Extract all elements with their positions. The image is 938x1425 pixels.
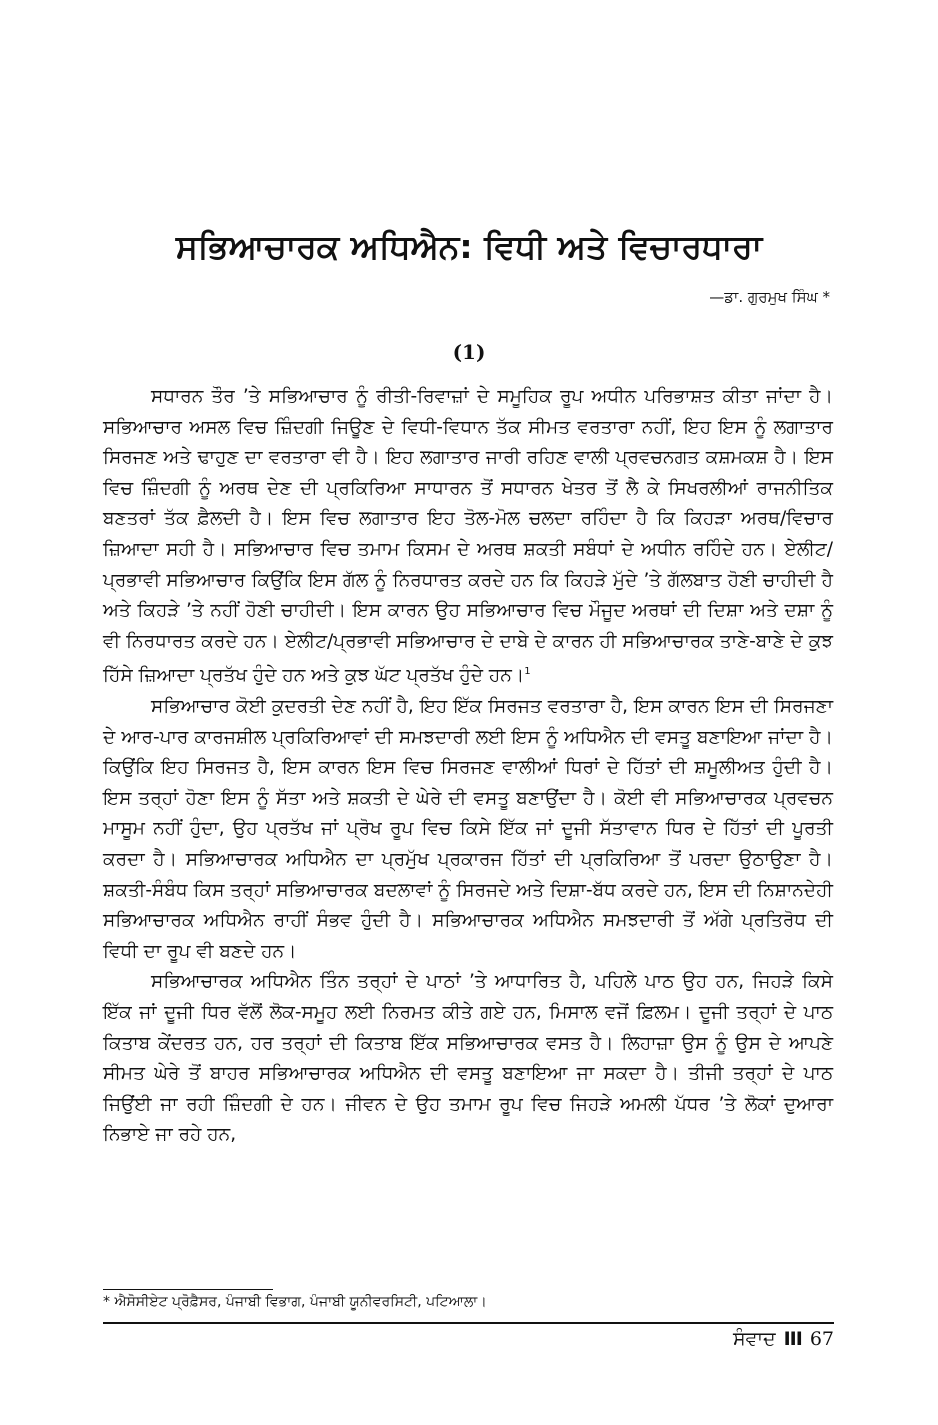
footer-separator: III <box>783 1328 802 1350</box>
footnote-marker: 1 <box>524 666 531 678</box>
paragraph-2: ਸਭਿਆਚਾਰ ਕੋਈ ਕੁਦਰਤੀ ਦੇਣ ਨਹੀਂ ਹੈ, ਇਹ ਇੱਕ ਸਿਰਜਤ ਵਰਤਾਰਾ ਹੈ, ਇਸ ਕਾਰਨ ਇਸ ਦੀ ਸਿਰਜਣਾ ਦੇ ਆਰ-ਪਾਰ ਕਾਰਜਸ਼ੀਲ ਪ੍ਰਕਿਰਿਆਵਾਂ ਦੀ ਸਮਝਦਾਰੀ ਲਈ ਇਸ ਨੂੰ ਅਧਿਐਨ ਦੀ ਵਸਤੂ ਬਣਾਇਆ ਜਾਂਦਾ ਹੈ। ਕਿਉਂਕਿ ਇਹ ਸਿਰਜਤ ਹੈ, ਇਸ ਕਾਰਨ ਇਸ ਵਿਚ ਸਿਰਜਣ ਵਾਲੀਆਂ ਧਿਰਾਂ ਦੇ ਹਿੱਤਾਂ ਦੀ ਸ਼ਮੂਲੀਅਤ ਹੁੰਦੀ ਹੈ। ਇਸ ਤਰ੍ਹਾਂ ਹੋਣਾ ਇਸ ਨੂੰ ਸੱਤਾ ਅਤੇ ਸ਼ਕਤੀ ਦੇ ਘੇਰੇ ਦੀ ਵਸਤੂ ਬਣਾਉਂਦਾ ਹੈ। ਕੋਈ ਵੀ ਸਭਿਆਚਾਰਕ ਪ੍ਰਵਚਨ ਮਾਸੂਮ ਨਹੀਂ ਹੁੰਦਾ, ਉਹ ਪ੍ਰਤੱਖ ਜਾਂ ਪ੍ਰੋਖ ਰੂਪ ਵਿਚ ਕਿਸੇ ਇੱਕ ਜਾਂ ਦੂਜੀ ਸੱਤਾਵਾਨ ਧਿਰ ਦੇ ਹਿੱਤਾਂ ਦੀ ਪੂਰਤੀ ਕਰਦਾ ਹੈ। ਸਭਿਆਚਾਰਕ ਅਧਿਐਨ ਦਾ ਪ੍ਰਮੁੱਖ ਪ੍ਰਕਾਰਜ ਹਿੱਤਾਂ ਦੀ ਪ੍ਰਕਿਰਿਆ ਤੋਂ ਪਰਦਾ ਉਠਾਉਣਾ ਹੈ। ਸ਼ਕਤੀ-ਸੰਬੰਧ ਕਿਸ ਤਰ੍ਹਾਂ ਸਭਿਆਚਾਰਕ ਬਦਲਾਵਾਂ ਨੂੰ ਸਿਰਜਦੇ ਅਤੇ ਦਿਸ਼ਾ-ਬੱਧ ਕਰਦੇ ਹਨ, ਇਸ ਦੀ ਨਿਸ਼ਾਨਦੇਹੀ ਸਭਿਆਚਾਰਕ ਅਧਿਐਨ ਰਾਹੀਂ ਸੰਭਵ ਹੁੰਦੀ ਹੈ। ਸਭਿਆਚਾਰਕ ਅਧਿਐਨ ਸਮਝਦਾਰੀ ਤੋਂ ਅੱਗੇ ਪ੍ਰਤਿਰੋਧ ਦੀ ਵਿਧੀ ਦਾ ਰੂਪ ਵੀ ਬਣਦੇ ਹਨ। <box>103 696 833 962</box>
article-title: ਸਭਿਆਚਾਰਕ ਅਧਿਐਨ: ਵਿਧੀ ਅਤੇ ਵਿਚਾਰਧਾਰਾ <box>175 227 763 266</box>
footnote: * ਐਸੋਸੀਏਟ ਪ੍ਰੋਫ਼ੈਸਰ, ਪੰਜਾਬੀ ਵਿਭਾਗ, ਪੰਜਾਬੀ ਯੂਨੀਵਰਸਿਟੀ, ਪਟਿਆਲਾ। <box>103 1294 487 1310</box>
page-footer <box>733 1328 834 1350</box>
footnote-divider <box>103 1289 273 1290</box>
author-byline: —ਡਾ. ਗੁਰਮੁਖ ਸਿੰਘ * <box>709 288 830 306</box>
paragraph-3: ਸਭਿਆਚਾਰਕ ਅਧਿਐਨ ਤਿੰਨ ਤਰ੍ਹਾਂ ਦੇ ਪਾਠਾਂ ’ਤੇ ਆਧਾਰਿਤ ਹੈ, ਪਹਿਲੇ ਪਾਠ ਉਹ ਹਨ, ਜਿਹੜੇ ਕਿਸੇ ਇੱਕ ਜਾਂ ਦੂਜੀ ਧਿਰ ਵੱਲੋਂ ਲੋਕ-ਸਮੂਹ ਲਈ ਨਿਰਮਤ ਕੀਤੇ ਗਏ ਹਨ, ਮਿਸਾਲ ਵਜੋਂ ਫ਼ਿਲਮ। ਦੂਜੀ ਤਰ੍ਹਾਂ ਦੇ ਪਾਠ ਕਿਤਾਬ ਕੇਂਦਰਤ ਹਨ, ਹਰ ਤਰ੍ਹਾਂ ਦੀ ਕਿਤਾਬ ਇੱਕ ਸਭਿਆਚਾਰਕ ਵਸਤ ਹੈ। ਲਿਹਾਜ਼ਾ ਉਸ ਨੂੰ ਉਸ ਦੇ ਆਪਣੇ ਸੀਮਤ ਘੇਰੇ ਤੋਂ ਬਾਹਰ ਸਭਿਆਚਾਰਕ ਅਧਿਐਨ ਦੀ ਵਸਤੂ ਬਣਾਇਆ ਜਾ ਸਕਦਾ ਹੈ। ਤੀਜੀ ਤਰ੍ਹਾਂ ਦੇ ਪਾਠ ਜਿਉਂਈ ਜਾ ਰਹੀ ਜ਼ਿੰਦਗੀ ਦੇ ਹਨ। ਜੀਵਨ ਦੇ ਉਹ ਤਮਾਮ ਰੂਪ ਵਿਚ ਜਿਹੜੇ ਅਮਲੀ ਪੱਧਰ ’ਤੇ ਲੋਕਾਂ ਦੁਆਰਾ ਨਿਭਾਏ ਜਾ ਰਹੇ ਹਨ, <box>103 971 833 1146</box>
paragraph-1 <box>103 382 833 692</box>
article-body <box>103 382 833 1151</box>
paragraph-1-text: ਸਧਾਰਨ ਤੌਰ ’ਤੇ ਸਭਿਆਚਾਰ ਨੂੰ ਰੀਤੀ-ਰਿਵਾਜ਼ਾਂ ਦੇ ਸਮੂਹਿਕ ਰੂਪ ਅਧੀਨ ਪਰਿਭਾਸ਼ਤ ਕੀਤਾ ਜਾਂਦਾ ਹੈ। ਸਭਿਆਚਾਰ ਅਸਲ ਵਿਚ ਜ਼ਿੰਦਗੀ ਜਿਊਣ ਦੇ ਵਿਧੀ-ਵਿਧਾਨ ਤੱਕ ਸੀਮਤ ਵਰਤਾਰਾ ਨਹੀਂ, ਇਹ ਇਸ ਨੂੰ ਲਗਾਤਾਰ ਸਿਰਜਣ ਅਤੇ ਢਾਹੁਣ ਦਾ ਵਰਤਾਰਾ ਵੀ ਹੈ। ਇਹ ਲਗਾਤਾਰ ਜਾਰੀ ਰਹਿਣ ਵਾਲੀ ਪ੍ਰਵਚਨਗਤ ਕਸ਼ਮਕਸ਼ ਹੈ। ਇਸ ਵਿਚ ਜ਼ਿੰਦਗੀ ਨੂੰ ਅਰਥ ਦੇਣ ਦੀ ਪ੍ਰਕਿਰਿਆ ਸਾਧਾਰਨ ਤੋਂ ਸਧਾਰਨ ਖੇਤਰ ਤੋਂ ਲੈ ਕੇ ਸਿਖਰਲੀਆਂ ਰਾਜਨੀਤਿਕ ਬਣਤਰਾਂ ਤੱਕ ਫ਼ੈਲਦੀ ਹੈ। ਇਸ ਵਿਚ ਲਗਾਤਾਰ ਇਹ ਤੋਲ-ਮੋਲ ਚਲਦਾ ਰਹਿੰਦਾ ਹੈ ਕਿ ਕਿਹੜਾ ਅਰਥ/ਵਿਚਾਰ ਜ਼ਿਆਦਾ ਸਹੀ ਹੈ। ਸਭਿਆਚਾਰ ਵਿਚ ਤਮਾਮ ਕਿਸਮ ਦੇ ਅਰਥ ਸ਼ਕਤੀ ਸਬੰਧਾਂ ਦੇ ਅਧੀਨ ਰਹਿੰਦੇ ਹਨ। ਏਲੀਟ/ਪ੍ਰਭਾਵੀ ਸਭਿਆਚਾਰ ਕਿਉਂਕਿ ਇਸ ਗੱਲ ਨੂੰ ਨਿਰਧਾਰਤ ਕਰਦੇ ਹਨ ਕਿ ਕਿਹੜੇ ਮੁੱਦੇ ’ਤੇ ਗੱਲਬਾਤ ਹੋਣੀ ਚਾਹੀਦੀ ਹੈ ਅਤੇ ਕਿਹੜੇ ’ਤੇ ਨਹੀਂ ਹੋਣੀ ਚਾਹੀਦੀ। ਇਸ ਕਾਰਨ ਉਹ ਸਭਿਆਚਾਰ ਵਿਚ ਮੌਜੂਦ ਅਰਥਾਂ ਦੀ ਦਿਸ਼ਾ ਅਤੇ ਦਸ਼ਾ ਨੂੰ ਵੀ ਨਿਰਧਾਰਤ ਕਰਦੇ ਹਨ। ਏਲੀਟ/ਪ੍ਰਭਾਵੀ ਸਭਿਆਚਾਰ ਦੇ ਦਾਬੇ ਦੇ ਕਾਰਨ ਹੀ ਸਭਿਆਚਾਰਕ ਤਾਣੇ-ਬਾਣੇ ਦੇ ਕੁਝ ਹਿੱਸੇ ਜ਼ਿਆਦਾ ਪ੍ਰਤੱਖ ਹੁੰਦੇ ਹਨ ਅਤੇ ਕੁਝ ਘੱਟ ਪ੍ਰਤੱਖ ਹੁੰਦੇ ਹਨ। <box>103 386 833 687</box>
journal-name: ਸੰਵਾਦ <box>733 1328 776 1350</box>
section-number: (1) <box>452 340 486 364</box>
footer-divider <box>103 1322 834 1324</box>
page-number: 67 <box>809 1328 834 1350</box>
